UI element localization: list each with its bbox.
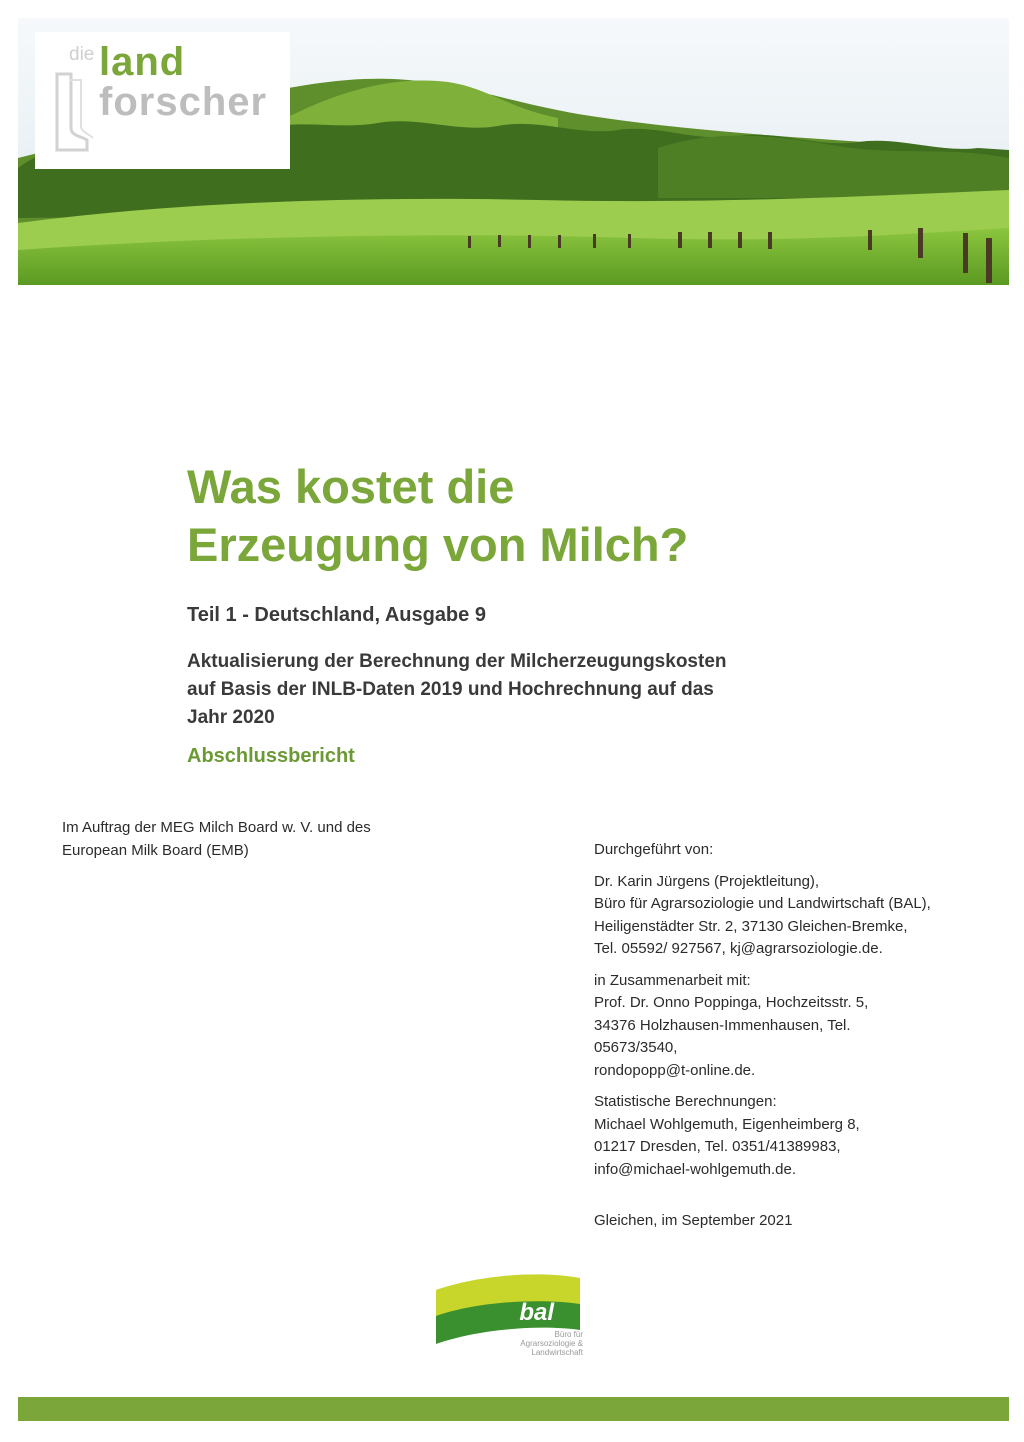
title-line-2: Erzeugung von Milch? [187,518,689,571]
bal-caption-line: Büro für [554,1330,583,1339]
logo-text-die: die [69,44,95,65]
credits-cooperation-line: in Zusammenarbeit mit: [594,971,751,989]
credits-cooperation-line: Prof. Dr. Onno Poppinga, Hochzeitsstr. 5, [594,994,869,1011]
place-date: Gleichen, im September 2021 [594,1212,793,1229]
commission-line-2: European Milk Board (EMB) [62,842,249,859]
bal-wordmark: bal [519,1299,554,1326]
document-title [187,458,688,574]
credits-lead-line: Büro für Agrarsoziologie und Landwirtschaft (BAL), [594,895,931,912]
commission-note [62,816,442,862]
credits-statistics-line: Statistische Berechnungen: [594,1093,777,1110]
document-description [187,648,807,732]
commission-line-1: Im Auftrag der MEG Milch Board w. V. und des [62,819,371,836]
report-type: Abschlussbericht [187,745,355,767]
title-line-1: Was kostet die [187,460,515,513]
description-line-3: Jahr 2020 [187,707,275,728]
credits-cooperation-line: 34376 Holzhausen-Immenhausen, Tel. [594,1016,851,1034]
description-line-1: Aktualisierung der Berechnung der Milcherzeugungskosten [187,651,727,672]
credits-lead-line: Dr. Karin Jürgens (Projektleitung), [594,872,820,890]
credits-lead-line: Tel. 05592/ 927567, kj@agrarsoziologie.de. [594,940,883,957]
footer-bar [18,1397,1009,1421]
bal-caption-line: Agrarsoziologie & [520,1339,583,1348]
logo-text-land: land [99,40,186,84]
credits-block [594,839,994,1233]
description-line-2: auf Basis der INLB-Daten 2019 und Hochrechnung auf das [187,679,714,700]
landforscher-logo [35,32,290,169]
credits-statistics-line: Michael Wohlgemuth, Eigenheimberg 8, [594,1115,860,1133]
credits-lead-line: Heiligenstädter Str. 2, 37130 Gleichen-Bremke, [594,917,908,935]
credits-cooperation-line: rondopopp@t-online.de. [594,1061,756,1079]
credits-heading: Durchgeführt von: [594,841,714,858]
credits-statistics-line: info@michael-wohlgemuth.de. [594,1160,796,1178]
credits-statistics-line: 01217 Dresden, Tel. 0351/41389983, [594,1138,841,1155]
credits-cooperation-line: 05673/3540, [594,1039,678,1056]
bal-logo-caption [503,1330,583,1357]
document-subtitle: Teil 1 - Deutschland, Ausgabe 9 [187,604,486,626]
boots-icon [51,70,95,154]
logo-text-forscher: forscher [99,80,268,124]
bal-caption-line: Landwirtschaft [531,1348,583,1357]
